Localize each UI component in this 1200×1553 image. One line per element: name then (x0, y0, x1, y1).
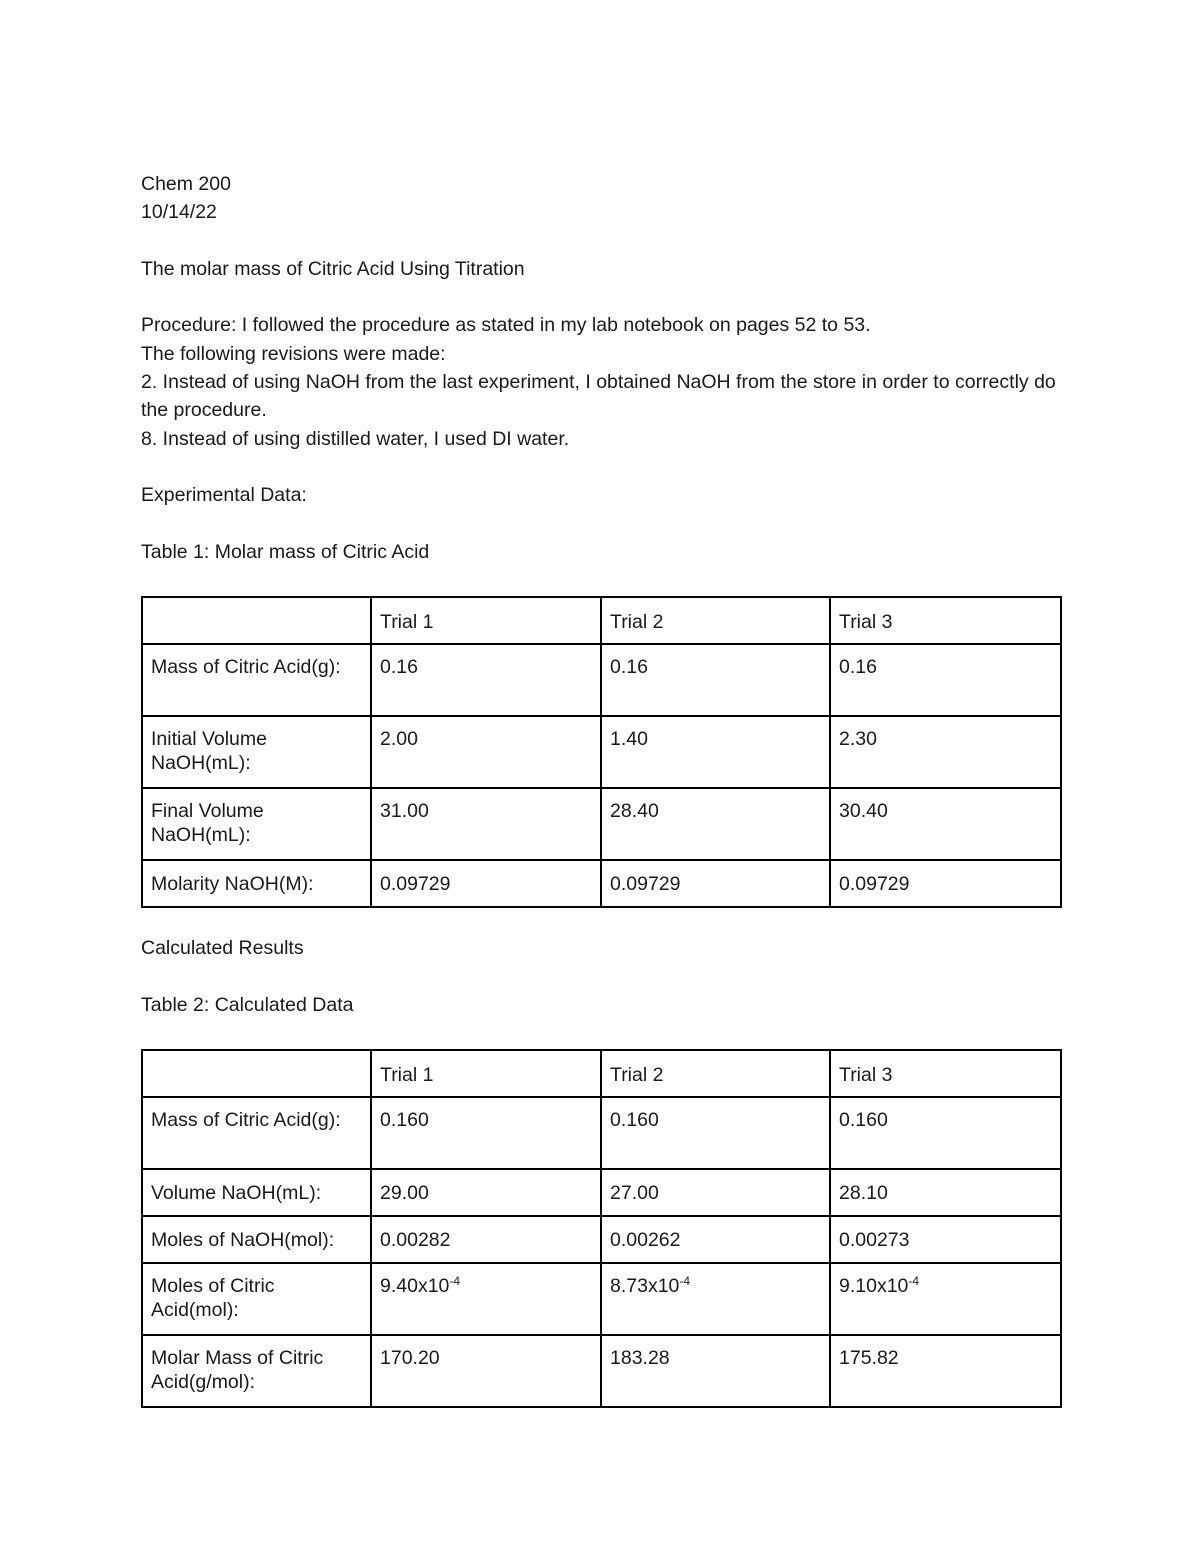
table-cell (601, 1263, 830, 1335)
row-label: Molarity NaOH(M): (142, 860, 371, 907)
table-cell: 0.160 (830, 1097, 1061, 1169)
table-cell: 27.00 (601, 1169, 830, 1216)
table-cell: 175.82 (830, 1335, 1061, 1407)
table-cell: 29.00 (371, 1169, 601, 1216)
header-cell-trial-1: Trial 1 (371, 597, 601, 644)
calculated-results-heading: Calculated Results (141, 937, 304, 960)
table-cell: 2.00 (371, 716, 601, 788)
table-cell: 0.160 (601, 1097, 830, 1169)
table-row (142, 1169, 1061, 1216)
table2-caption: Table 2: Calculated Data (141, 993, 354, 1016)
calculated-data-table (141, 1049, 1062, 1408)
header-cell-trial-2: Trial 2 (601, 1050, 830, 1097)
table-cell: 183.28 (601, 1335, 830, 1407)
table-header-row (142, 597, 1061, 644)
table-cell: 28.40 (601, 788, 830, 860)
table-row (142, 1097, 1061, 1169)
table-header-row (142, 1050, 1061, 1097)
row-label: Moles of NaOH(mol): (142, 1216, 371, 1263)
revision-item-2: 2. Instead of using NaOH from the last experiment, I obtained NaOH from the store in order to correctly do the procedure. (141, 371, 1056, 422)
revisions-intro: The following revisions were made: (141, 342, 446, 365)
header-cell-trial-2: Trial 2 (601, 597, 830, 644)
document-page (141, 170, 1061, 1408)
table-cell: 0.16 (830, 644, 1061, 716)
header-cell-trial-3: Trial 3 (830, 1050, 1061, 1097)
table-row (142, 860, 1061, 907)
table1-caption: Table 1: Molar mass of Citric Acid (141, 540, 430, 563)
table-cell (830, 1263, 1061, 1335)
table-cell: 31.00 (371, 788, 601, 860)
row-label: Volume NaOH(mL): (142, 1169, 371, 1216)
table-cell: 0.00262 (601, 1216, 830, 1263)
procedure-statement: Procedure: I followed the procedure as stated in my lab notebook on pages 52 to 53. (141, 314, 871, 337)
row-label: Molar Mass of Citric Acid(g/mol): (142, 1335, 371, 1407)
scientific-value: 9.10x10 (839, 1275, 909, 1298)
table-row (142, 1216, 1061, 1263)
header-cell-trial-1: Trial 1 (371, 1050, 601, 1097)
table-cell: 1.40 (601, 716, 830, 788)
exponent: -4 (679, 1274, 691, 1289)
table-cell: 0.16 (601, 644, 830, 716)
table-cell: 0.09729 (371, 860, 601, 907)
table-cell: 0.09729 (830, 860, 1061, 907)
table-cell: 30.40 (830, 788, 1061, 860)
table-cell: 170.20 (371, 1335, 601, 1407)
experimental-data-heading: Experimental Data: (141, 484, 307, 507)
table-cell: 0.16 (371, 644, 601, 716)
row-label: Moles of Citric Acid(mol): (142, 1263, 371, 1335)
row-label: Mass of Citric Acid(g): (142, 644, 371, 716)
exponent: -4 (449, 1274, 461, 1289)
experimental-data-table (141, 596, 1062, 908)
table-cell (371, 1263, 601, 1335)
table-row (142, 716, 1061, 788)
table-cell: 0.00282 (371, 1216, 601, 1263)
document-title: The molar mass of Citric Acid Using Titration (141, 257, 525, 280)
table-row (142, 1335, 1061, 1407)
table-cell: 0.09729 (601, 860, 830, 907)
scientific-value: 9.40x10 (380, 1275, 450, 1298)
revision-item-8: 8. Instead of using distilled water, I used DI water. (141, 427, 570, 450)
header-cell (142, 597, 371, 644)
table-row (142, 1263, 1061, 1335)
table-cell: 0.00273 (830, 1216, 1061, 1263)
table-cell: 2.30 (830, 716, 1061, 788)
header-cell-trial-3: Trial 3 (830, 597, 1061, 644)
row-label: Mass of Citric Acid(g): (142, 1097, 371, 1169)
table-row (142, 644, 1061, 716)
document-date: 10/14/22 (141, 201, 217, 224)
row-label: Initial Volume NaOH(mL): (142, 716, 371, 788)
header-cell (142, 1050, 371, 1097)
scientific-value: 8.73x10 (610, 1275, 680, 1298)
table-row (142, 788, 1061, 860)
table-cell: 28.10 (830, 1169, 1061, 1216)
course-name: Chem 200 (141, 173, 231, 195)
row-label: Final Volume NaOH(mL): (142, 788, 371, 860)
table-cell: 0.160 (371, 1097, 601, 1169)
exponent: -4 (908, 1274, 920, 1289)
